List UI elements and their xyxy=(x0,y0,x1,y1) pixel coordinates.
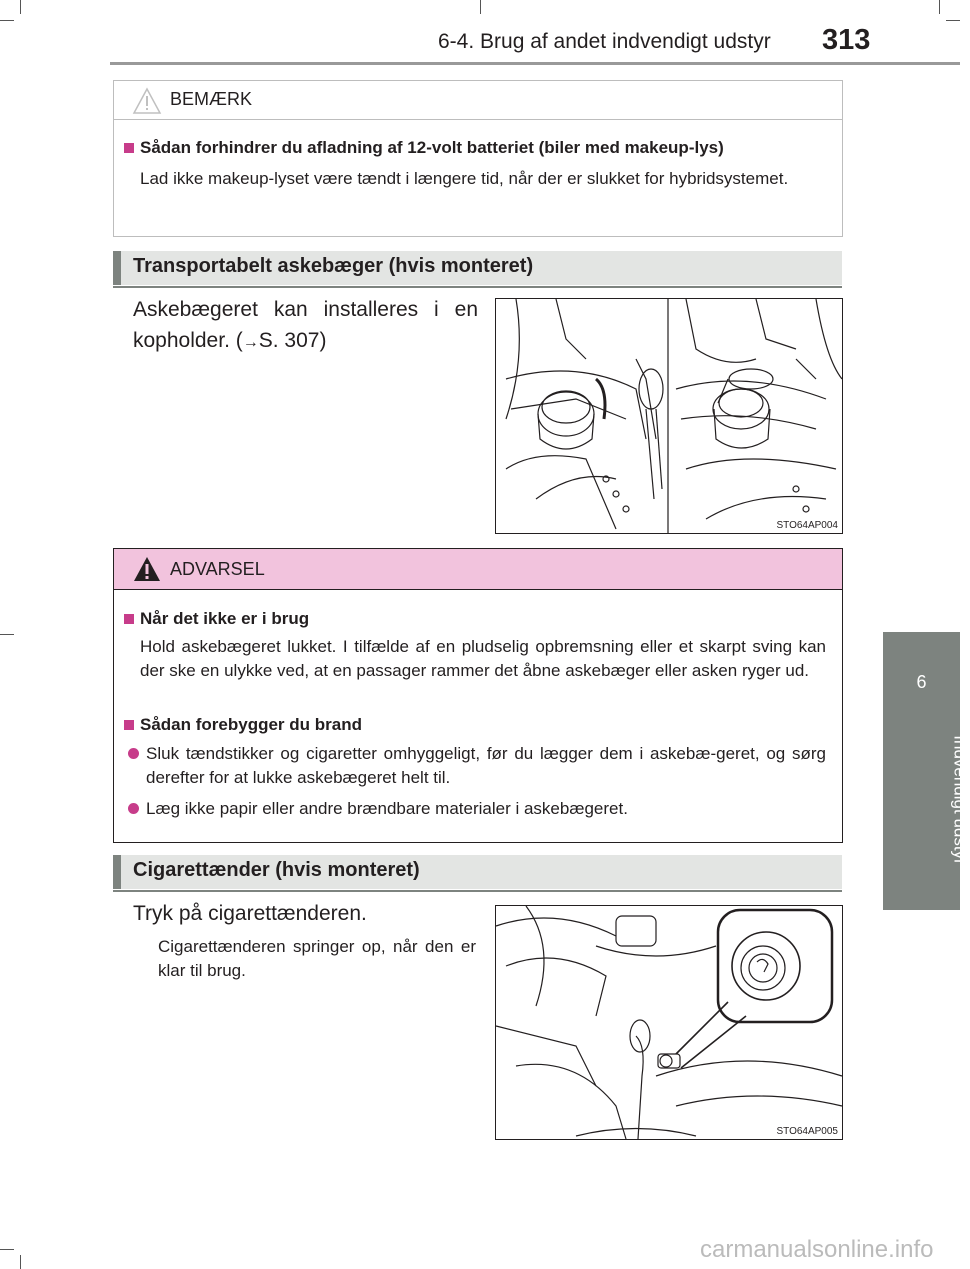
chapter-label: Indvendigt udstyr xyxy=(950,735,970,865)
notice-box xyxy=(113,80,843,237)
chapter-number: 6 xyxy=(916,672,927,692)
warning-item2-bullet1-text: Sluk tændstikker og cigaretter omhyggeligt, før du lægger dem i askebæ-geret, og sørg derefter for at lukke askebægeret helt til. xyxy=(146,744,826,787)
warning-item2-bullet2 xyxy=(128,797,826,821)
ashtray-drawing xyxy=(496,299,842,533)
section-heading-ashtray-text: Transportabelt askebæger (hvis monteret) xyxy=(133,255,534,277)
square-bullet-icon xyxy=(124,143,134,153)
square-bullet-icon xyxy=(124,614,134,624)
dot-bullet-icon xyxy=(128,803,139,814)
header-rule xyxy=(110,62,960,65)
warning-triangle-icon xyxy=(132,555,162,583)
ashtray-illustration xyxy=(495,298,843,534)
section-heading-lighter xyxy=(113,855,842,889)
notice-box-header xyxy=(114,81,842,120)
caution-triangle-icon xyxy=(132,87,162,115)
arrow-icon: → xyxy=(242,334,259,351)
ashtray-text-line2 xyxy=(133,325,478,358)
section-heading-lighter-text: Cigarettænder (hvis monteret) xyxy=(133,859,420,881)
lighter-note: Cigarettænderen springer op, når den er klar til brug. xyxy=(158,937,476,980)
page-number: 313 xyxy=(822,24,871,56)
section-heading-ashtray xyxy=(113,251,842,285)
ashtray-description xyxy=(133,294,478,358)
notice-item-title xyxy=(124,138,724,158)
ashtray-text-prefix: kopholder. ( xyxy=(133,329,243,352)
lighter-drawing xyxy=(496,906,842,1139)
section-header-title: 6-4. Brug af andet indvendigt udstyr xyxy=(438,30,771,53)
notice-label: BEMÆRK xyxy=(170,89,253,109)
warning-item1-title-text: Når det ikke er i brug xyxy=(140,609,310,628)
notice-item-text: Lad ikke makeup-lyset være tændt i længere tid, når der er slukket for hybridsystemet. xyxy=(140,169,789,188)
square-bullet-icon xyxy=(124,720,134,730)
watermark: carmanualsonline.info xyxy=(700,1236,934,1263)
warning-item2-bullet2-text: Læg ikke papir eller andre brændbare materialer i askebægeret. xyxy=(146,799,628,818)
image-id-label: STO64AP005 xyxy=(776,1126,838,1137)
lighter-instruction: Tryk på cigarettænderen. xyxy=(133,902,367,925)
warning-item1-title xyxy=(124,609,309,629)
warning-item2-bullet1 xyxy=(128,742,826,790)
notice-item-title-text: Sådan forhindrer du afladning af 12-volt batteriet (biler med makeup-lys) xyxy=(140,138,724,157)
warning-item1-text: Hold askebægeret lukket. I tilfælde af en pludselig opbremsning eller et skarpt sving kan der ske en ulykke ved, at en passager rammer det åbne askebæger eller asken ryger ud. xyxy=(140,637,826,680)
warning-box-header xyxy=(114,549,842,590)
dot-bullet-icon xyxy=(128,748,139,759)
warning-label: ADVARSEL xyxy=(170,559,265,579)
warning-item2-title xyxy=(124,715,362,735)
section-rule xyxy=(113,890,842,892)
image-id-label: STO64AP004 xyxy=(776,520,838,531)
page-reference[interactable]: S. 307) xyxy=(258,329,327,352)
warning-box xyxy=(113,548,843,843)
ashtray-text-line1: Askebægeret kan installeres i en xyxy=(133,298,478,321)
section-rule xyxy=(113,286,842,288)
lighter-illustration xyxy=(495,905,843,1140)
warning-item2-title-text: Sådan forebygger du brand xyxy=(140,715,362,734)
